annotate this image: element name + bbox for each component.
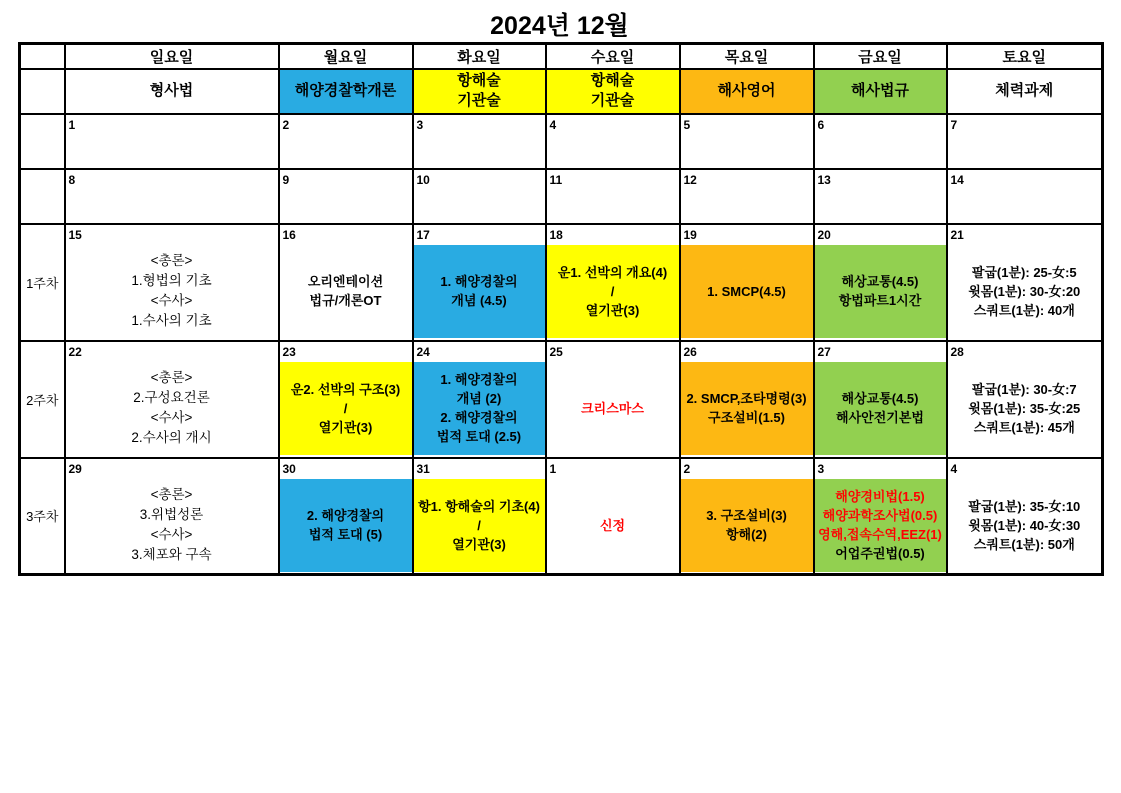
week-row [20, 224, 1103, 341]
date-number: 10 [416, 172, 430, 187]
date-cell [546, 341, 680, 458]
date-cell [546, 169, 680, 224]
cell-body [280, 225, 412, 338]
date-number: 19 [683, 227, 697, 242]
cell-content [547, 245, 679, 338]
content-line: 3.체포와 구속 [131, 547, 212, 562]
cell-content [681, 245, 813, 338]
content-line: 윗몸(1분): 35-女:25 [968, 400, 1081, 416]
content-line: 열기관(3) [585, 302, 640, 318]
date-cell [947, 341, 1103, 458]
content-line: 오리엔테이션 [307, 274, 384, 289]
content-line: 운1. 선박의 개요(4) [557, 264, 668, 280]
subject-line: 항해술 [457, 72, 501, 89]
content-line: <수사> [150, 293, 193, 308]
subject-header-0 [65, 69, 279, 114]
empty-week-row [20, 169, 1103, 224]
cell-content [280, 479, 412, 572]
cell-content [815, 245, 946, 338]
content-line: 어업주권법(0.5) [835, 546, 925, 561]
subject-header-3 [546, 69, 680, 114]
content-line: 해사안전기본법 [836, 410, 924, 425]
week-col-corner [20, 44, 65, 69]
subject-header-row [20, 69, 1103, 114]
content-line: 팔굽(1분): 30-女:7 [971, 381, 1077, 397]
cell-content [280, 245, 412, 338]
week-row [20, 458, 1103, 575]
day-header-6: 토요일 [947, 44, 1103, 69]
week-label: 1주차 [26, 275, 59, 291]
date-number: 9 [282, 172, 290, 187]
date-number: 4 [549, 117, 557, 132]
day-header-2: 화요일 [413, 44, 546, 69]
date-number: 6 [817, 117, 825, 132]
subject-header-2 [413, 69, 546, 114]
cell-body [681, 459, 813, 572]
cell-body [414, 342, 545, 455]
date-number: 12 [683, 172, 697, 187]
content-line: 열기관(3) [318, 419, 373, 435]
cell-body [815, 225, 946, 338]
subject-header-1 [279, 69, 413, 114]
date-number: 3 [416, 117, 424, 132]
week-label-cell [20, 114, 65, 169]
content-line: 크리스마스 [581, 400, 644, 416]
day-header-4: 목요일 [680, 44, 814, 69]
date-number: 20 [817, 227, 831, 242]
date-cell [546, 114, 680, 169]
content-line: <총론> [150, 487, 193, 502]
date-cell [413, 458, 546, 575]
cell-body [66, 225, 278, 338]
date-number: 2 [683, 461, 691, 476]
content-line: / [610, 283, 615, 299]
date-cell [279, 458, 413, 575]
cell-content [815, 479, 946, 572]
cell-body [815, 459, 946, 572]
date-cell [814, 341, 947, 458]
content-line: 1.형법의 기초 [131, 273, 212, 288]
date-number: 1 [68, 117, 76, 132]
cell-content [681, 479, 813, 572]
content-line: 윗몸(1분): 40-女:30 [968, 517, 1081, 533]
date-number: 8 [68, 172, 76, 187]
date-cell [814, 458, 947, 575]
week-label: 2주차 [26, 392, 59, 408]
date-cell [546, 224, 680, 341]
week-label-cell [20, 458, 65, 575]
day-header-3: 수요일 [546, 44, 680, 69]
cell-content [66, 479, 278, 572]
content-line: 3. 구조설비(3) [706, 508, 787, 523]
cell-body [948, 342, 1102, 455]
date-cell [65, 114, 279, 169]
subject-line: 체력과제 [995, 82, 1054, 99]
date-number: 24 [416, 344, 430, 359]
cell-body [815, 342, 946, 455]
date-number: 4 [950, 461, 958, 476]
cell-content [948, 362, 1102, 455]
date-cell [279, 341, 413, 458]
content-line: / [477, 517, 481, 533]
calendar-title: 2024년 12월 [490, 12, 629, 40]
date-number: 13 [817, 172, 831, 187]
date-number: 23 [282, 344, 296, 359]
cell-content [948, 245, 1102, 338]
content-line: 1. SMCP(4.5) [707, 283, 786, 299]
subject-line: 해사영어 [717, 82, 776, 99]
date-cell [680, 224, 814, 341]
subject-line: 기관술 [590, 92, 635, 109]
date-number: 31 [416, 461, 430, 476]
week-row [20, 341, 1103, 458]
date-cell [413, 341, 546, 458]
content-line: 법적 토대 (5) [308, 527, 383, 542]
subject-line: 해사법규 [851, 82, 909, 99]
cell-body [66, 459, 278, 572]
date-number: 14 [950, 172, 964, 187]
content-line: 2.수사의 개시 [131, 430, 212, 445]
content-line: 스쿼트(1분): 50개 [973, 536, 1075, 552]
day-header-1: 월요일 [279, 44, 413, 69]
cell-content [547, 362, 679, 455]
content-line: 2.구성요건론 [133, 390, 210, 405]
date-cell [65, 169, 279, 224]
content-line: <수사> [150, 527, 193, 542]
content-line: 1. 해양경찰의 [440, 274, 518, 289]
date-number: 18 [549, 227, 563, 242]
content-line: 항해(2) [725, 527, 767, 542]
content-line: 운2. 선박의 구조(3) [290, 381, 401, 397]
cell-content [414, 479, 545, 572]
cell-body [948, 459, 1102, 572]
cell-body [681, 225, 813, 338]
subject-header-5 [814, 69, 947, 114]
content-line: / [343, 400, 348, 416]
content-line: 항법파트1시간 [838, 293, 922, 308]
week-col-spacer [20, 69, 65, 114]
cell-content [815, 362, 946, 455]
date-number: 26 [683, 344, 697, 359]
week-label: 3주차 [26, 509, 59, 525]
content-line: 열기관(3) [452, 536, 506, 552]
date-number: 11 [549, 172, 563, 187]
subject-header-6 [947, 69, 1103, 114]
cell-content [414, 362, 545, 455]
date-number: 15 [68, 227, 82, 242]
date-number: 3 [817, 461, 825, 476]
content-line: 2. 해양경찰의 [440, 410, 518, 425]
date-cell [65, 341, 279, 458]
date-cell [413, 114, 546, 169]
week-label-cell [20, 224, 65, 341]
subject-line: 기관술 [457, 92, 501, 109]
content-line: 해양경비법(1.5) [835, 489, 925, 504]
content-line: 팔굽(1분): 35-女:10 [968, 498, 1081, 514]
date-cell [65, 224, 279, 341]
cell-body [414, 459, 545, 572]
content-line: 구조설비(1.5) [708, 410, 785, 425]
date-number: 21 [950, 227, 964, 242]
date-cell [680, 114, 814, 169]
content-line: 스쿼트(1분): 45개 [973, 419, 1075, 435]
day-header-0: 일요일 [65, 44, 279, 69]
date-cell [947, 114, 1103, 169]
content-line: 법규/개론OT [309, 293, 382, 308]
day-header-row [20, 44, 1103, 69]
date-cell [814, 114, 947, 169]
date-cell [680, 169, 814, 224]
cell-content [681, 362, 813, 455]
cell-body [547, 459, 679, 572]
cell-content [948, 479, 1102, 572]
date-cell [413, 224, 546, 341]
date-number: 7 [950, 117, 958, 132]
subject-line: 항해술 [590, 72, 635, 89]
week-label-cell [20, 341, 65, 458]
date-cell [814, 169, 947, 224]
cell-body [414, 225, 545, 338]
date-cell [279, 114, 413, 169]
content-line: 해상교통(4.5) [841, 391, 919, 406]
content-line: 법적 토대 (2.5) [436, 429, 522, 444]
content-line: <총론> [150, 370, 193, 385]
date-number: 28 [950, 344, 964, 359]
cell-body [547, 342, 679, 455]
subject-header-4 [680, 69, 814, 114]
date-number: 22 [68, 344, 82, 359]
date-cell [413, 169, 546, 224]
date-number: 1 [549, 461, 557, 476]
content-line: 1. 해양경찰의 [440, 372, 518, 387]
cell-body [66, 342, 278, 455]
content-line: 팔굽(1분): 25-女:5 [971, 264, 1077, 280]
cell-body [280, 342, 412, 455]
content-line: 영해,접속수역,EEZ(1) [818, 527, 942, 542]
date-cell [947, 169, 1103, 224]
date-number: 5 [683, 117, 691, 132]
date-cell [947, 224, 1103, 341]
date-number: 25 [549, 344, 563, 359]
subject-line: 형사법 [149, 82, 194, 99]
cell-body [948, 225, 1102, 338]
content-line: 개념 (4.5) [451, 293, 507, 308]
day-header-5: 금요일 [814, 44, 947, 69]
cell-content [66, 245, 278, 338]
content-line: 신정 [599, 517, 626, 533]
cell-body [681, 342, 813, 455]
date-cell [279, 169, 413, 224]
content-line: 개념 (2) [456, 391, 502, 406]
week-label-cell [20, 169, 65, 224]
date-number: 27 [817, 344, 831, 359]
content-line: 해상교통(4.5) [841, 274, 919, 289]
content-line: 항1. 항해술의 기초(4) [418, 498, 540, 514]
content-line: 윗몸(1분): 30-女:20 [968, 283, 1081, 299]
date-number: 17 [416, 227, 430, 242]
cell-content [547, 479, 679, 572]
empty-week-row [20, 114, 1103, 169]
content-line: 스쿼트(1분): 40개 [973, 302, 1075, 318]
cell-body [280, 459, 412, 572]
cell-content [414, 245, 545, 338]
content-line: <총론> [150, 253, 193, 268]
cell-body [547, 225, 679, 338]
date-cell [680, 458, 814, 575]
subject-line: 해양경찰학개론 [294, 82, 397, 99]
date-cell [680, 341, 814, 458]
calendar-table [18, 42, 1104, 576]
date-cell [947, 458, 1103, 575]
date-number: 30 [282, 461, 296, 476]
date-number: 2 [282, 117, 290, 132]
content-line: <수사> [150, 410, 193, 425]
content-line: 해양과학조사법(0.5) [822, 508, 938, 523]
date-cell [814, 224, 947, 341]
calendar-body [20, 44, 1103, 575]
content-line: 1.수사의 기초 [131, 313, 212, 328]
date-cell [65, 458, 279, 575]
cell-content [66, 362, 278, 455]
content-line: 3.위법성론 [139, 507, 204, 522]
date-cell [546, 458, 680, 575]
content-line: 2. 해양경찰의 [306, 508, 385, 523]
cell-content [280, 362, 412, 455]
date-number: 16 [282, 227, 296, 242]
date-cell [279, 224, 413, 341]
content-line: 2. SMCP,조타명령(3) [686, 391, 807, 406]
date-number: 29 [68, 461, 82, 476]
